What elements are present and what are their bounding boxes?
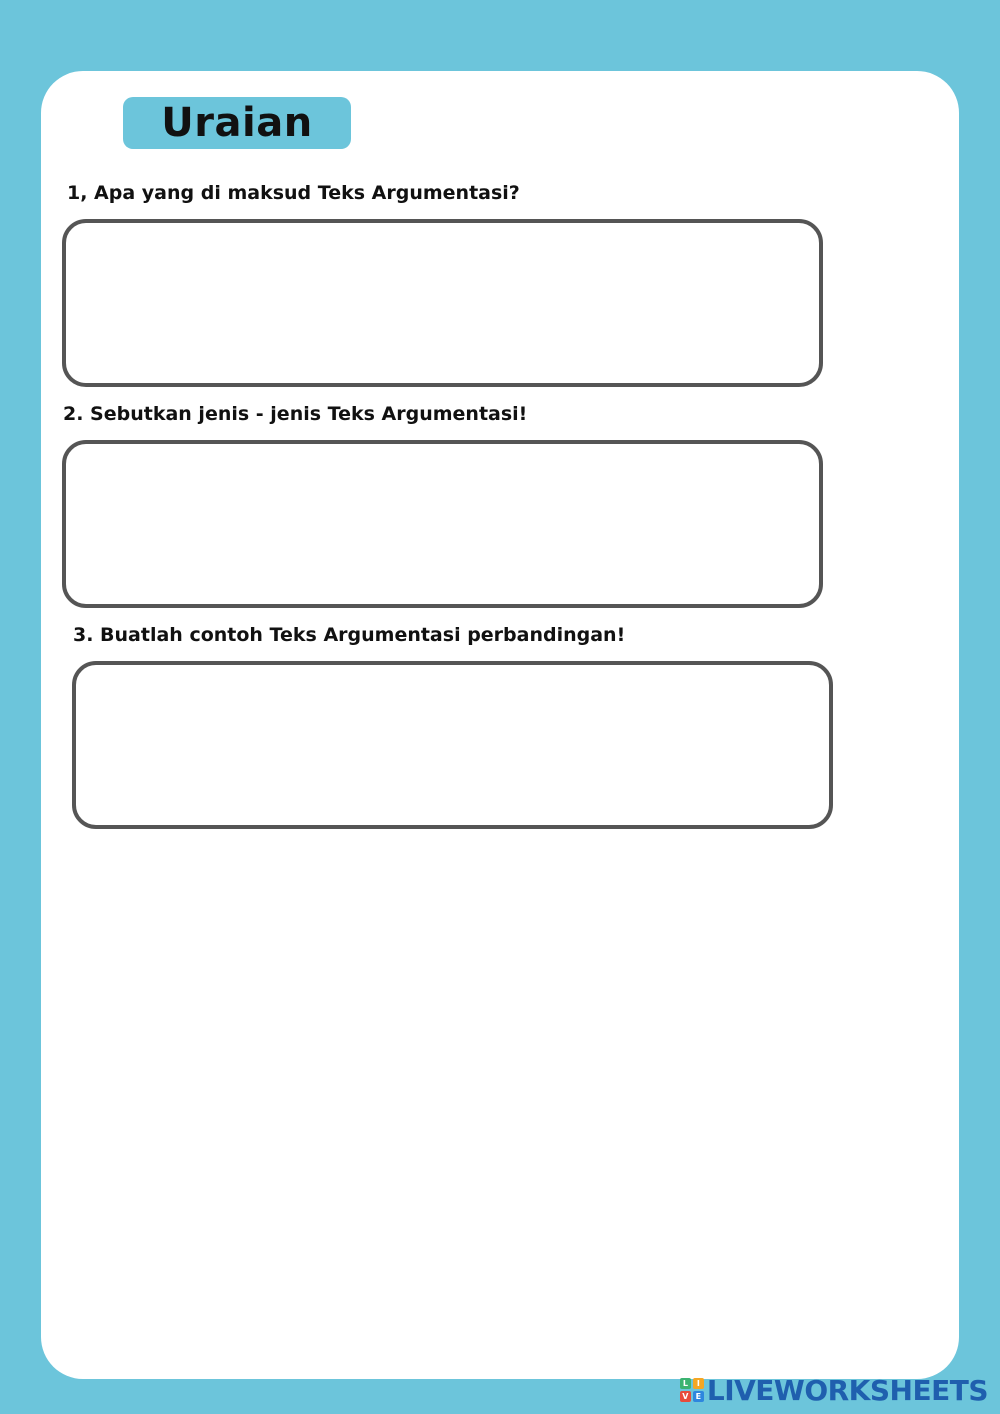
question-3-label: 3. Buatlah contoh Teks Argumentasi perbandingan! <box>73 624 626 646</box>
question-2-label: 2. Sebutkan jenis - jenis Teks Argumentasi! <box>63 403 528 425</box>
title-badge <box>123 97 351 149</box>
answer-box-1[interactable] <box>62 219 823 387</box>
worksheet-title: Uraian <box>161 100 313 146</box>
liveworksheets-brand[interactable] <box>680 1374 988 1406</box>
logo-letter: V <box>680 1391 691 1402</box>
liveworksheets-logo-icon <box>680 1378 704 1402</box>
question-1-label: 1, Apa yang di maksud Teks Argumentasi? <box>67 182 520 204</box>
logo-letter: E <box>693 1391 704 1402</box>
logo-letter: I <box>693 1378 704 1389</box>
answer-box-3[interactable] <box>72 661 833 829</box>
logo-letter: L <box>680 1378 691 1389</box>
brand-name: LIVEWORKSHEETS <box>706 1373 988 1407</box>
answer-box-2[interactable] <box>62 440 823 608</box>
